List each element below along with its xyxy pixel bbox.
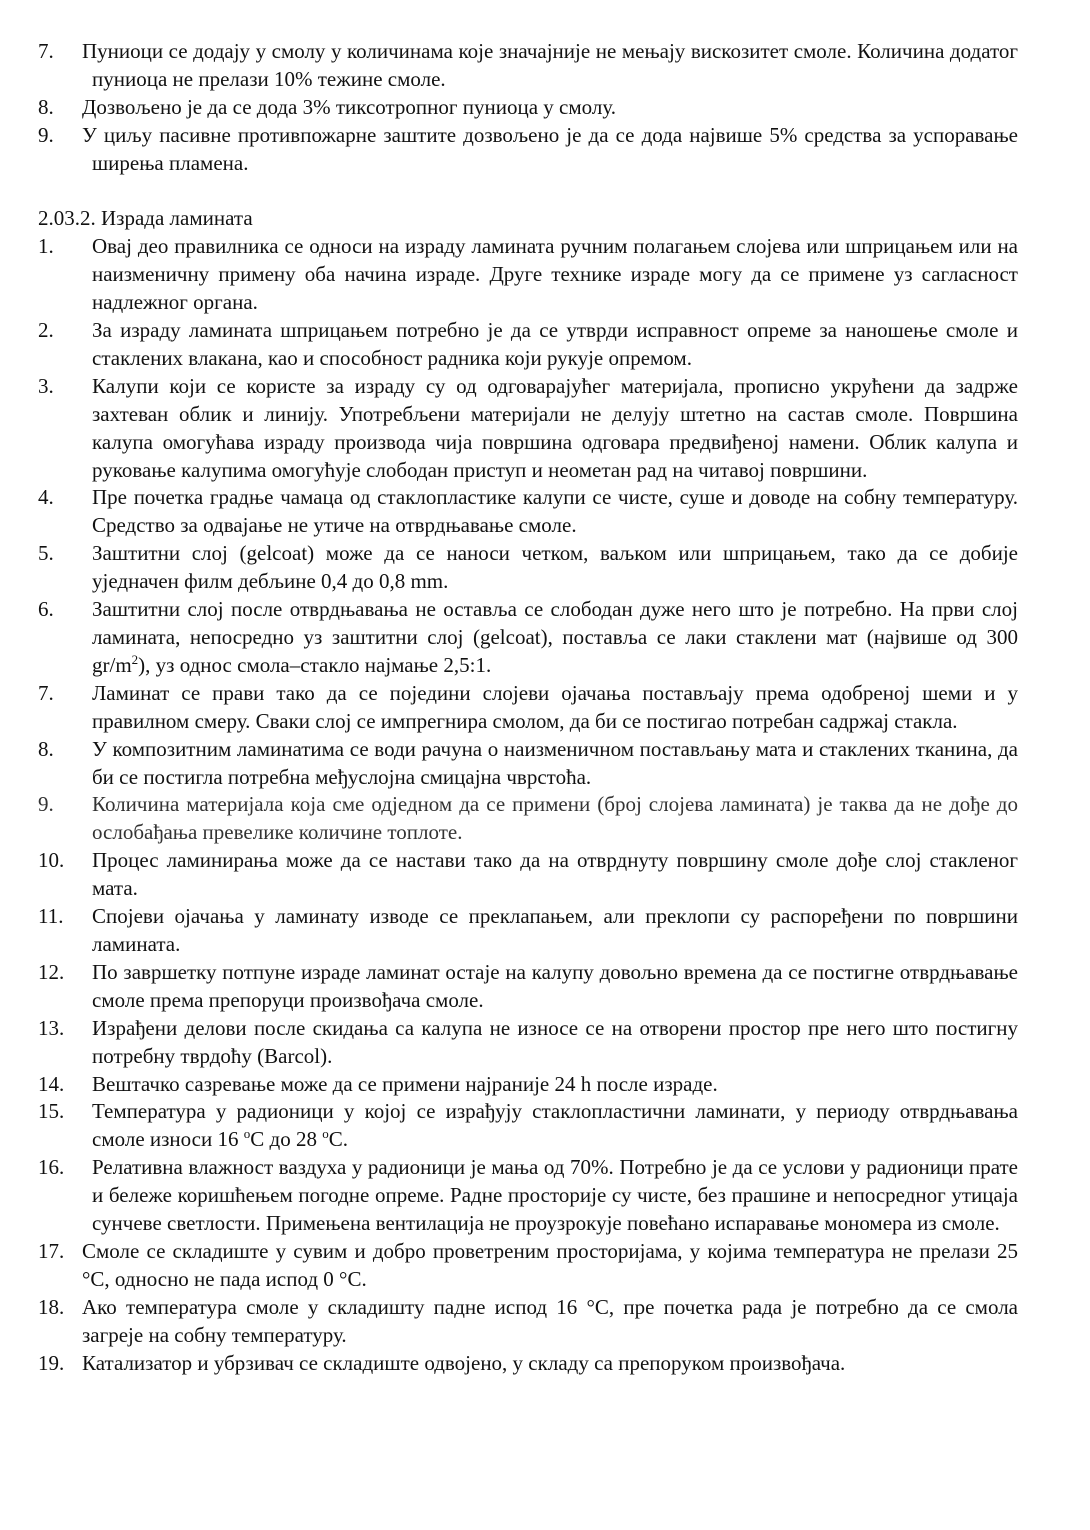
item-text: У циљу пасивне противпожарне заштите дозвољено је да се дода највише 5% средства за успоравање ширења пламена. — [82, 122, 1018, 175]
list-item — [38, 736, 1018, 792]
superscript: 2 — [131, 651, 139, 667]
list-item — [38, 233, 1018, 317]
item-text: Овај део правилника се односи на израду ламината ручним полагањем слојева или шприцањем или на наизменичну примену оба начина израде. Друге технике израде могу да се примене уз сагласност надлежног органа. — [92, 234, 1018, 315]
list-item — [38, 1071, 1018, 1099]
degree-superscript: o — [243, 1126, 251, 1142]
list-item — [38, 680, 1018, 736]
item-number: 16. — [38, 1155, 65, 1180]
item-number: 9. — [38, 792, 54, 817]
filler-rules-list — [38, 38, 1018, 178]
item-text: Катализатор и убрзивач се складиште одвојено, у складу са препоруком произвођача. — [82, 1350, 846, 1375]
item-text: Заштитни слој (gelcoat) може да се наноси четком, ваљком или шприцањем, тако да се добије уједначен филм дебљине 0,4 до 0,8 mm. — [92, 541, 1018, 594]
item-text: По завршетку потпуне израде ламинат остаје на калупу довољно времена да се постигне отврдњавање смоле према препоруци произвођача смоле. — [92, 959, 1018, 1012]
item-number: 19. — [38, 1350, 65, 1375]
item-number: 9. — [38, 122, 54, 147]
item-text: Израђени делови после скидања са калупа не износе се на отворени простор пре него што постигну потребну тврдоћу (Barcol). — [92, 1015, 1018, 1068]
item-text: Вештачко сазревање може да се примени најраније 24 h после израде. — [92, 1071, 718, 1096]
item-number: 2. — [38, 318, 54, 343]
list-item — [38, 484, 1018, 540]
list-item — [38, 38, 1018, 94]
item-text: Температура у радионици у којој се израђују стаклопластични ламинати, у периоду отврдњавања смоле износи 16 $^o$C до 28 $^o$C. — [92, 1099, 1018, 1152]
item-number: 4. — [38, 485, 54, 510]
item-number: 7. — [38, 680, 54, 705]
item-number: 13. — [38, 1015, 65, 1040]
item-text: За израду ламината шприцањем потребно је да се утврди исправност опреме за наношење смоле и стаклених влакана, као и способност радника који рукује опремом. — [92, 318, 1018, 370]
item-text: Дозвољено је да се дода 3% тиксотропног пуниоца у смолу. — [82, 94, 617, 119]
list-item — [38, 1294, 1018, 1350]
item-number: 18. — [38, 1294, 65, 1319]
item-number: 12. — [38, 959, 65, 984]
section-heading: 2.03.2. Израда ламината — [38, 206, 253, 231]
list-item — [38, 903, 1018, 959]
item-text: У композитним ламинатима се води рачуна о наизменичном постављању мата и стаклених тканина, да би се постигла потребна међуслојна смицајна чврстоћа. — [92, 736, 1018, 789]
list-item — [38, 596, 1018, 680]
item-number: 7. — [38, 39, 54, 63]
item-number: 14. — [38, 1071, 65, 1096]
list-item — [38, 1154, 1018, 1238]
list-item — [38, 122, 1018, 178]
item-text: Ако температура смоле у складишту падне испод 16 °C, пре почетка рада је потребно да се смола загреје на собну температуру. — [82, 1294, 1018, 1347]
item-number: 5. — [38, 541, 54, 566]
item-text: Смоле се складиште у сувим и добро проветреним просторијама, у којима температура не прелази 25 °C, односно не пада испод 0 °C. — [82, 1238, 1018, 1291]
item-number: 11. — [38, 904, 64, 929]
item-text: Калупи који се користе за израду су од одговарајућег материјала, прописно укрућени да задрже захтеван облик и линију. Употребљени материјали не делују штетно на састав смоле. Површина калупа омогућава израду производа чија површина одговара предвиђеној намени. Облик калупа и руковање калупима омогућује слободан приступ и неометан рад на читавој површини. — [92, 373, 1018, 482]
item-number: 10. — [38, 848, 65, 873]
item-number: 3. — [38, 373, 54, 398]
item-number: 8. — [38, 736, 54, 761]
list-item — [38, 317, 1018, 373]
laminate-rules-list — [38, 233, 1018, 1377]
list-item — [38, 1238, 1018, 1294]
list-item — [38, 1350, 1018, 1378]
list-item — [38, 373, 1018, 485]
item-text: Пуниоци се додају у смолу у количинама које значајније не мењају вискозитет смоле. Количина додатог пуниоца не прелази 10% тежине смоле. — [82, 39, 1018, 91]
item-text: Пре почетка градње чамаца од стаклопластике калупи се чисте, суше и доводе на собну температуру. Средство за одвајање не утиче на отврдњавање смоле. — [92, 485, 1018, 538]
list-item — [38, 959, 1018, 1015]
item-text: Количина материјала која сме одједном да се примени (број слојева ламината) је таква да не дође до ослобађања превелике количине топлоте. — [92, 792, 1018, 845]
degree-superscript: o — [322, 1126, 329, 1142]
item-number: 1. — [38, 234, 54, 259]
item-text: Заштитни слој после отврдњавања не оставља се слободан дуже него што је потребно. На први слој ламината, непосредно уз заштитни слој (gelcoat), поставља се лаки стаклени мат (највише од 300 $gr/m^2$), уз однос смола–стакло најмање 2,5:1. — [92, 597, 1018, 677]
list-item — [38, 1015, 1018, 1071]
item-number: 17. — [38, 1238, 65, 1263]
item-number: 15. — [38, 1099, 65, 1124]
list-item — [38, 791, 1018, 847]
list-item — [38, 540, 1018, 596]
list-item — [38, 94, 1018, 122]
item-number: 6. — [38, 597, 54, 622]
document-page — [38, 38, 1018, 1377]
list-item — [38, 847, 1018, 903]
list-item — [38, 1098, 1018, 1154]
item-text: Процес ламинирања може да се настави тако да на отврднуту површину смоле дође слој стакленог мата. — [92, 848, 1018, 901]
item-text: Релативна влажност ваздуха у радионици је мања од 70%. Потребно је да се услови у радионици прате и бележе коришћењем погодне опреме. Радне просторије су чисте, без прашине и непосредног утицаја сунчеве светлости. Примењена вентилација не проузрокује повећано испаравање мономера из смоле. — [92, 1155, 1018, 1236]
item-text: Ламинат се прави тако да се поједини слојеви ојачања постављају према одобреној шеми и у правилном смеру. Сваки слој се импрегнира смолом, да би се постигао потребан садржај стакла. — [92, 680, 1018, 733]
item-text: Спојеви ојачања у ламинату изводе се преклапањем, али преклопи су распоређени по површини ламината. — [92, 904, 1018, 956]
item-number: 8. — [38, 94, 54, 119]
